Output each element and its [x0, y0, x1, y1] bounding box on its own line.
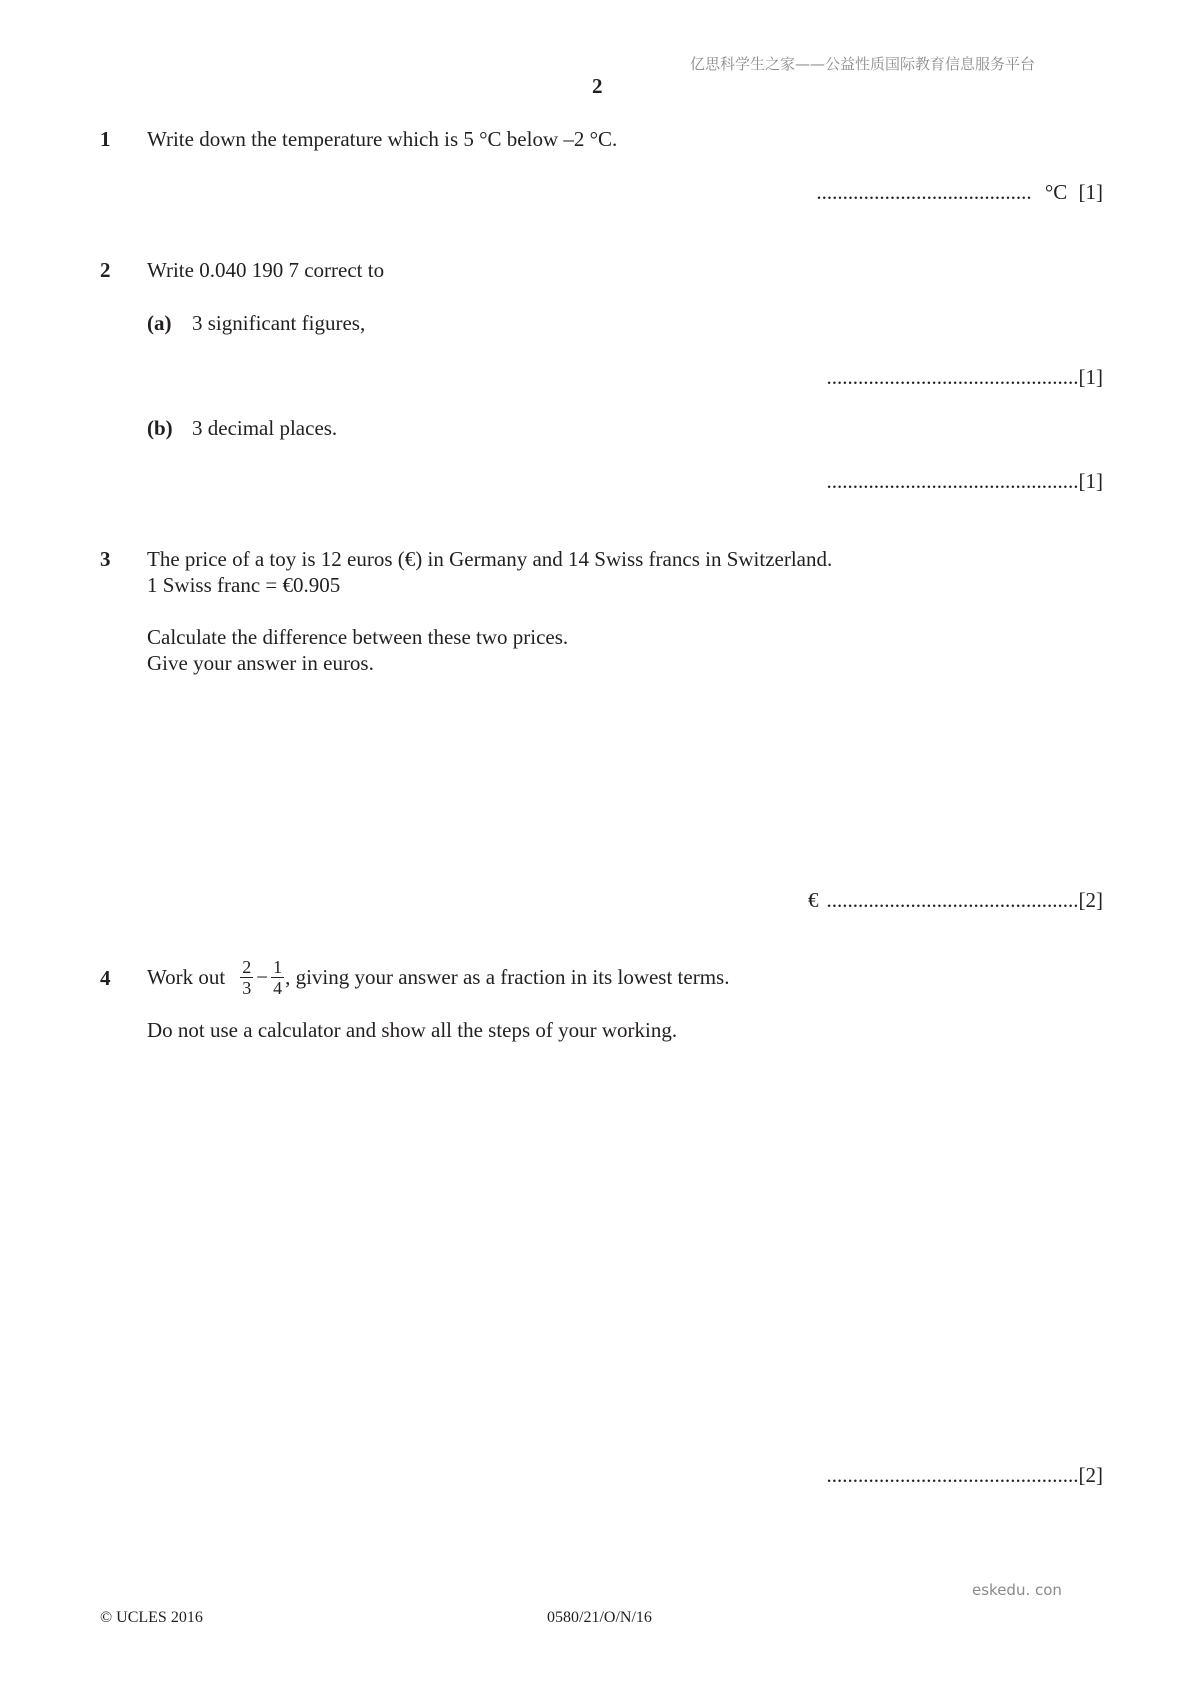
question-3-answer-line[interactable] [808, 887, 1103, 913]
question-2b-answer-line[interactable]: ................................................[1] [826, 469, 1103, 493]
question-4-text-before: Work out [147, 965, 226, 989]
question-3-line-1: The price of a toy is 12 euros (€) in Germany and 14 Swiss francs in Switzerland. [147, 547, 833, 571]
fraction-two-thirds: $\frac{2}{3}$ [242, 956, 252, 998]
question-2b-label: (b) [147, 416, 173, 440]
minus-operator: − [256, 965, 269, 989]
question-4-text [147, 954, 729, 1000]
question-1-answer-line[interactable] [816, 179, 1103, 205]
question-2-number: 2 [100, 258, 111, 282]
answer-dots: ................................................[2] [826, 888, 1103, 912]
question-2b-text: 3 decimal places. [192, 416, 338, 440]
question-4-answer-line[interactable]: ................................................[2] [826, 1463, 1103, 1487]
answer-unit: °C [1044, 180, 1068, 204]
footer-paper-code: 0580/21/O/N/16 [547, 1609, 652, 1626]
fraction-one-quarter: $\frac{1}{4}$ [273, 956, 283, 998]
marks: [1] [1078, 180, 1103, 204]
question-2a-label: (a) [147, 311, 172, 335]
question-4-instruction: Do not use a calculator and show all the steps of your working. [147, 1018, 678, 1042]
question-3-number: 3 [100, 547, 111, 571]
watermark-bottom: eskedu. con [972, 1581, 1062, 1599]
question-2-text: Write 0.040 190 7 correct to [147, 258, 385, 282]
question-1-number: 1 [100, 127, 111, 151]
question-1-text: Write down the temperature which is 5 °C below –2 °C. [147, 127, 618, 151]
question-3-line-2: 1 Swiss franc = €0.905 [147, 573, 341, 597]
question-2a-answer-line[interactable]: ................................................[1] [826, 365, 1103, 389]
euro-symbol: € [808, 888, 819, 912]
question-4-number: 4 [100, 966, 111, 990]
question-4-text-after: , giving your answer as a fraction in its lowest terms. [285, 965, 730, 989]
question-2a-text: 3 significant figures, [192, 311, 366, 335]
footer-copyright: © UCLES 2016 [100, 1609, 203, 1626]
watermark-top: 亿思科学生之家——公益性质国际教育信息服务平台 [690, 55, 1036, 73]
page-number: 2 [592, 74, 603, 98]
answer-dots: ......................................... [816, 180, 1032, 204]
question-3-line-4: Give your answer in euros. [147, 651, 374, 675]
question-3-line-3: Calculate the difference between these two prices. [147, 625, 569, 649]
